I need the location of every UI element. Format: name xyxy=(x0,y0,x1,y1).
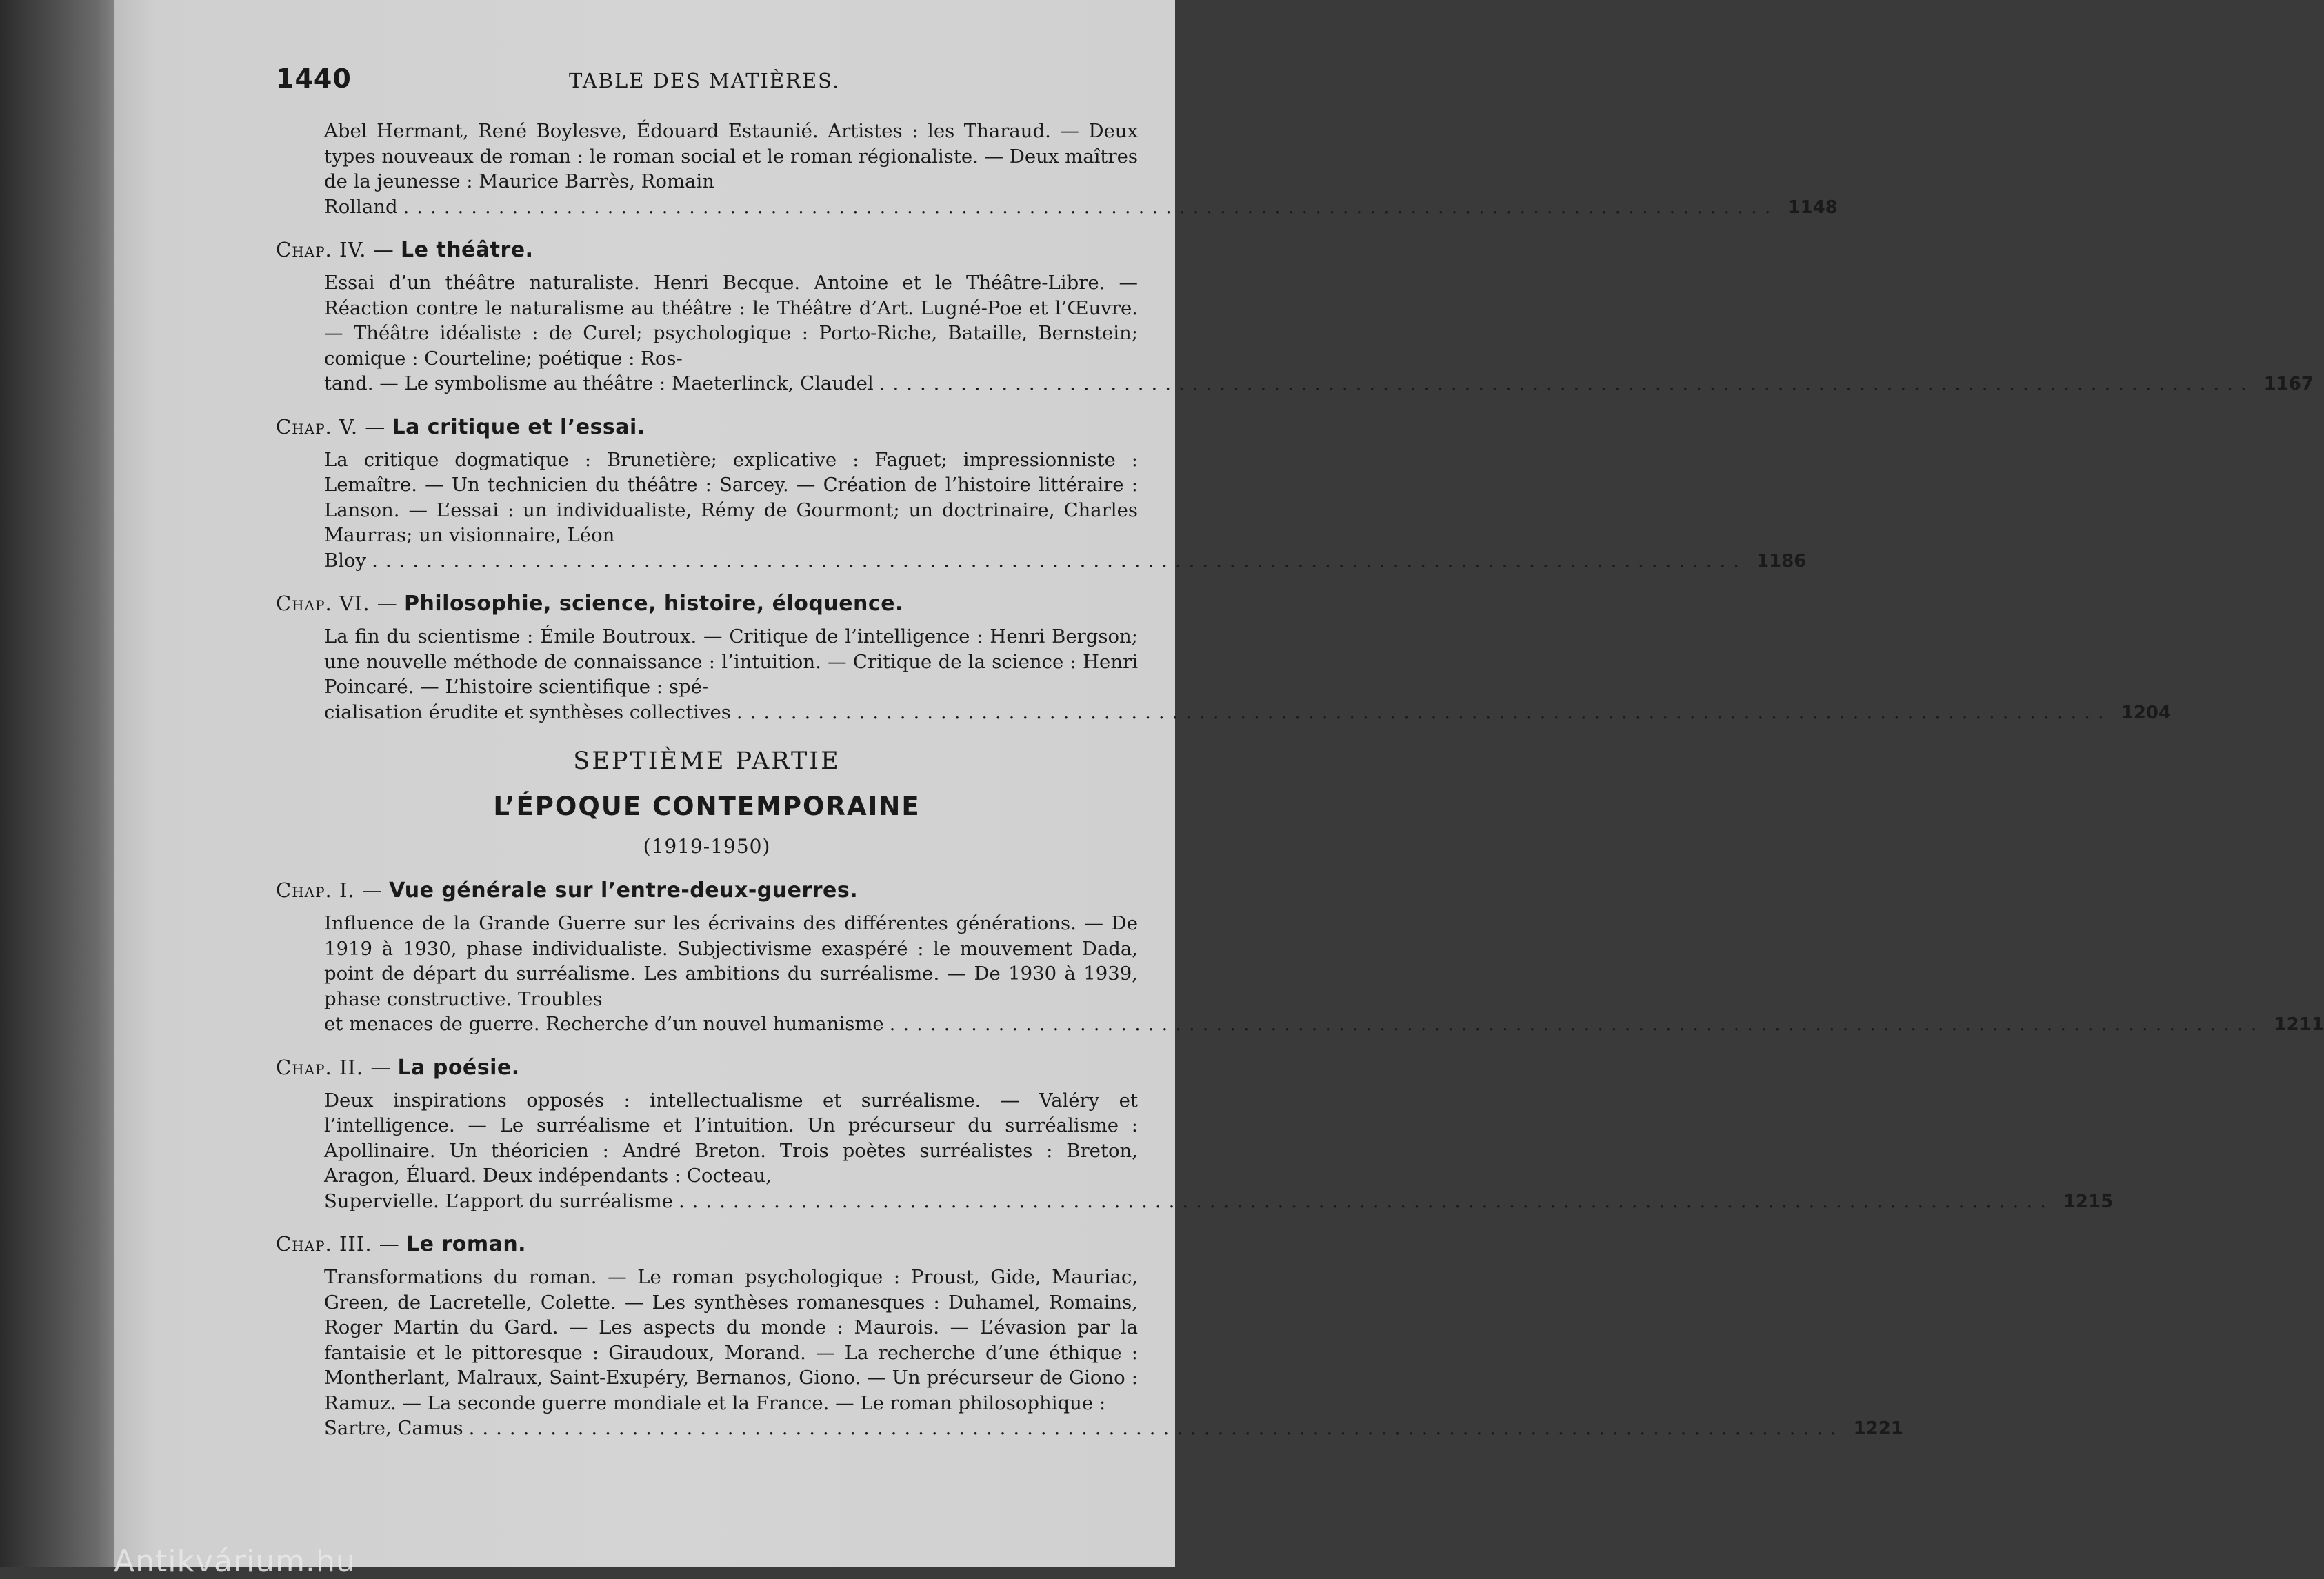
part-dates: (1919-1950) xyxy=(643,835,771,858)
chapter-label: Chap. II. — xyxy=(276,1055,392,1079)
toc-entry xyxy=(324,1265,1903,1442)
toc-entry-continuation xyxy=(324,119,1838,220)
chapter-title: La critique et l’essai. xyxy=(392,414,645,439)
entry-last-text: Bloy xyxy=(324,549,367,572)
toc-entry xyxy=(324,911,2324,1038)
entry-last-line xyxy=(324,371,2314,397)
dot-leader: ..................................................................................................... xyxy=(879,372,2254,394)
dot-leader: ..................................................................................................... xyxy=(736,701,2112,723)
entry-text: Abel Hermant, René Boylesve, Édouard Estaunié. Artistes : les Tharaud. — Deux types nouveaux de roman : le roman social et le roman régionaliste. — Deux maîtres de la jeunesse : Maurice Barrès, Romain xyxy=(324,120,1138,192)
toc-entry xyxy=(324,1088,2114,1215)
entry-page-number: 1167 xyxy=(2263,374,2314,394)
page-header xyxy=(276,63,1138,98)
part-name: SEPTIÈME PARTIE xyxy=(573,747,841,775)
entry-last-line xyxy=(324,1189,2114,1215)
dot-leader: ..................................................................................................... xyxy=(403,195,1779,218)
dot-leader: ..................................................................................................... xyxy=(889,1013,2265,1035)
entry-last-line xyxy=(324,700,2172,726)
dot-leader: ..................................................................................................... xyxy=(468,1417,1844,1439)
entry-last-text: et menaces de guerre. Recherche d’un nouvel humanisme xyxy=(324,1013,884,1035)
entry-text: La critique dogmatique : Brunetière; explicative : Faguet; impressionniste : Lemaître. — Un technicien du théâtre : Sarcey. — Création de l’histoire littéraire : Lanson. — L’essai : un individualiste, Rémy de Gourmont; un doctrinaire, Charles Maurras; un visionnaire, Léon xyxy=(324,448,1138,546)
entry-last-line xyxy=(324,548,1807,574)
entry-last-line xyxy=(324,1416,1903,1442)
entry-last-line xyxy=(324,1012,2324,1038)
chapter-label: Chap. I. — xyxy=(276,878,383,902)
entry-last-text: tand. — Le symbolisme au théâtre : Maeterlinck, Claudel xyxy=(324,372,874,394)
book-binding-shadow xyxy=(0,0,121,1567)
chapter-heading xyxy=(276,238,1138,262)
chapter-title: La poésie. xyxy=(397,1055,520,1080)
entry-text: La fin du scientisme : Émile Boutroux. — Critique de l’intelligence : Henri Bergson; une nouvelle méthode de connaissance : l’intuition. — Critique de la science : Henri Poincaré. — L’histoire scientifique : spé- xyxy=(324,625,1138,698)
chapter-title: Vue générale sur l’entre-deux-guerres. xyxy=(389,878,859,903)
entry-page-number: 1221 xyxy=(1853,1418,1903,1439)
entry-page-number: 1186 xyxy=(1756,550,1807,572)
chapter-heading xyxy=(276,1232,1138,1256)
chapter-title: Le théâtre. xyxy=(400,238,534,262)
entry-page-number: 1211 xyxy=(2274,1014,2324,1035)
dot-leader: ..................................................................................................... xyxy=(678,1189,2054,1212)
toc-entry xyxy=(324,447,1807,574)
entry-last-line xyxy=(324,194,1838,221)
entry-text: Transformations du roman. — Le roman psychologique : Proust, Gide, Mauriac, Green, de Lacretelle, Colette. — Les synthèses romanesques : Duhamel, Romains, Roger Martin du Gard. — Les aspects du monde : Maurois. — L’évasion par la fantaisie et le pittoresque : Giraudoux, Morand. — La recherche d’une éthique : Montherlant, Malraux, Saint-Exupéry, Bernanos, Giono. — Un précurseur de Giono : Ramuz. — La seconde guerre mondiale et la France. — Le roman philosophique : xyxy=(324,1266,1138,1414)
chapter-heading xyxy=(276,878,1138,903)
dot-leader: ..................................................................................................... xyxy=(372,549,1747,572)
watermark: Antikvárium.hu xyxy=(114,1544,356,1579)
entry-last-text: Sartre, Camus xyxy=(324,1417,463,1439)
page-number: 1440 xyxy=(276,63,352,94)
entry-page-number: 1215 xyxy=(2063,1191,2114,1212)
entry-last-text: Rolland xyxy=(324,195,398,218)
chapter-title: Philosophie, science, histoire, éloquence. xyxy=(404,592,903,616)
part-title: L’ÉPOQUE CONTEMPORAINE xyxy=(493,792,921,821)
chapter-heading xyxy=(276,415,1138,439)
running-title: TABLE DES MATIÈRES. xyxy=(569,69,841,92)
entry-page-number: 1204 xyxy=(2121,702,2172,723)
entry-text: Deux inspirations opposés : intellectualisme et surréalisme. — Valéry et l’intelligence. — Le surréalisme et l’intuition. Un précurseur du surréalisme : Apollinaire. Un théoricien : André Breton. Trois poètes surréalistes : Breton, Aragon, Éluard. Deux indépendants : Cocteau, xyxy=(324,1089,1138,1187)
table-of-contents xyxy=(276,119,2324,1460)
entry-page-number: 1148 xyxy=(1787,197,1838,218)
chapter-label: Chap. VI. — xyxy=(276,592,398,615)
entry-text: Essai d’un théâtre naturaliste. Henri Becque. Antoine et le Théâtre-Libre. — Réaction contre le naturalisme au théâtre : le Théâtre d’Art. Lugné-Poe et l’Œuvre. — Théâtre idéaliste : de Curel; psychologique : Porto-Riche, Bataille, Bernstein; comique : Courteline; poétique : Ros- xyxy=(324,272,1138,370)
chapter-label: Chap. III. — xyxy=(276,1232,400,1256)
chapter-label: Chap. IV. — xyxy=(276,238,394,261)
chapter-title: Le roman. xyxy=(406,1232,527,1256)
chapter-label: Chap. V. — xyxy=(276,414,386,439)
toc-entry xyxy=(324,270,2314,397)
chapter-heading xyxy=(276,592,1138,616)
entry-last-text: Supervielle. L’apport du surréalisme xyxy=(324,1189,673,1212)
toc-entry xyxy=(324,624,2172,725)
chapter-heading xyxy=(276,1056,1138,1080)
entry-last-text: cialisation érudite et synthèses collectives xyxy=(324,701,731,723)
part-heading xyxy=(276,747,1138,858)
entry-text: Influence de la Grande Guerre sur les écrivains des différentes générations. — De 1919 à 1930, phase individualiste. Subjectivisme exaspéré : le mouvement Dada, point de départ du surréalisme. Les ambitions du surréalisme. — De 1930 à 1939, phase constructive. Troubles xyxy=(324,912,1138,1010)
